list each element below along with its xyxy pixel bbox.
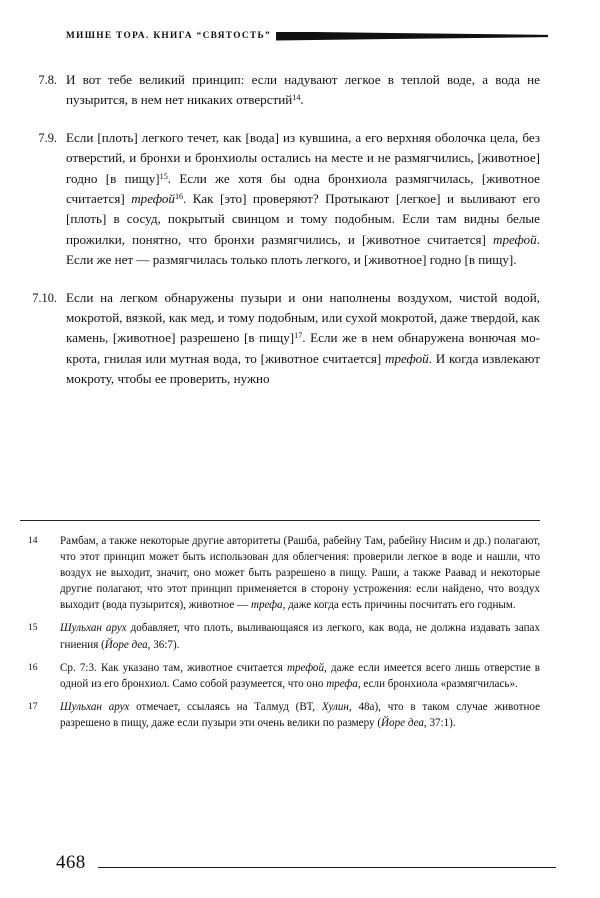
footnote-number: 16 [28, 661, 38, 673]
footnote-15 [20, 620, 540, 652]
section-7-10 [20, 288, 540, 390]
footnote-number: 15 [28, 622, 38, 634]
running-header [66, 26, 548, 46]
footnote-body: Ср. 7:3. Как указано там, животное считается трефой, даже если имеется всего лишь отверстие в одной из его бронхиол. Само собой разумеется, что оно трефа, если бронхиола «размягчилась». [60, 661, 540, 690]
footnotes-block [20, 520, 540, 738]
footnote-number: 14 [28, 535, 38, 546]
section-number: 7.9. [38, 130, 57, 145]
section-body: Если на легком обнаружены пузыри и они наполнены воздухом, чистой водой, мокротой, вязкой, как мед, и тому подобным, или сухой мокротой, даже твердой, как камень, [животное] разрешено [в пищу]$^{17}$. Если же в нем обнаружена вонючая мокрота, гнилая или мутная вода, то [животное считается] трефой. И когда извлекают мокроту, чтобы ее проверить, нужно [66, 289, 541, 387]
section-body: И вот тебе великий принцип: если надувают легкое в теплой воде, а вода не пузырится, в нем нет никаких отверстий$^{14}$. [66, 72, 540, 108]
page-number: 468 [56, 852, 86, 873]
footnote-separator-rule [20, 520, 540, 521]
tapered-rule-icon [276, 32, 548, 41]
folio [56, 850, 556, 876]
body-text-block [20, 70, 540, 407]
running-header-title: МИШНЕ ТОРА. КНИГА “СВЯТОСТЬ” [66, 31, 272, 41]
footnote-number: 17 [28, 700, 38, 712]
section-body: Если [плоть] легкого течет, как [вода] из кувшина, а его верхняя оболочка цела, без отверстий, и бронхи и бронхиолы остались на месте и не размягчились, [животное] годно [в пищу]$^{15}$. Если же хотя бы одна бронхиола размягчилась, [животное считается] трефой$^{16}$. Как [это] проверяют? Протыкают [легкое] и выливают его [плоть] в сосуд, покрытый свинцом и тому подобным. Если там видны белые прожилки, понятно, что бронхи размягчились, и [животное считается] трефой. Если же нет — размягчилась только плоть легкого, и [животное] годно [в пищу]. [66, 129, 540, 268]
footnote-body: Шульхан арух отмечает, ссылаясь на Талмуд (ВТ, Хулин, 48а), что в таком случае животное разрешено в пищу, даже если пузыри эти очень велики по размеру (Йоре деа, 37:1). [60, 700, 540, 729]
section-number: 7.8. [38, 73, 57, 87]
section-7-8 [20, 70, 540, 111]
footnote-14 [20, 533, 540, 613]
footnote-16 [20, 660, 540, 692]
footnote-17 [20, 699, 540, 731]
footnote-body: Рамбам, а также некоторые другие авторитеты (Рашба, рабейну Там, рабейну Нисим и др.) полагают, что этот принцип может быть использован для облегчения: проверили легкое в воде и нашли, что воздух не выходит, значит, оно может быть разрешено в пищу. Раши, а также Раавад и некоторые другие полагают, что этот принцип применяется в сторону устрожения: если найдено, что воздух выходит (вода пузырится), животное — трефа, даже когда есть причины посчитать его годным. [60, 535, 540, 612]
section-number: 7.10. [32, 290, 57, 305]
section-7-9 [20, 128, 540, 271]
folio-rule [98, 867, 556, 868]
footnote-body: Шульхан арух добавляет, что плоть, выливающаяся из легкого, как вода, не должна издавать запах гниения (Йоре деа, 36:7). [60, 622, 540, 651]
